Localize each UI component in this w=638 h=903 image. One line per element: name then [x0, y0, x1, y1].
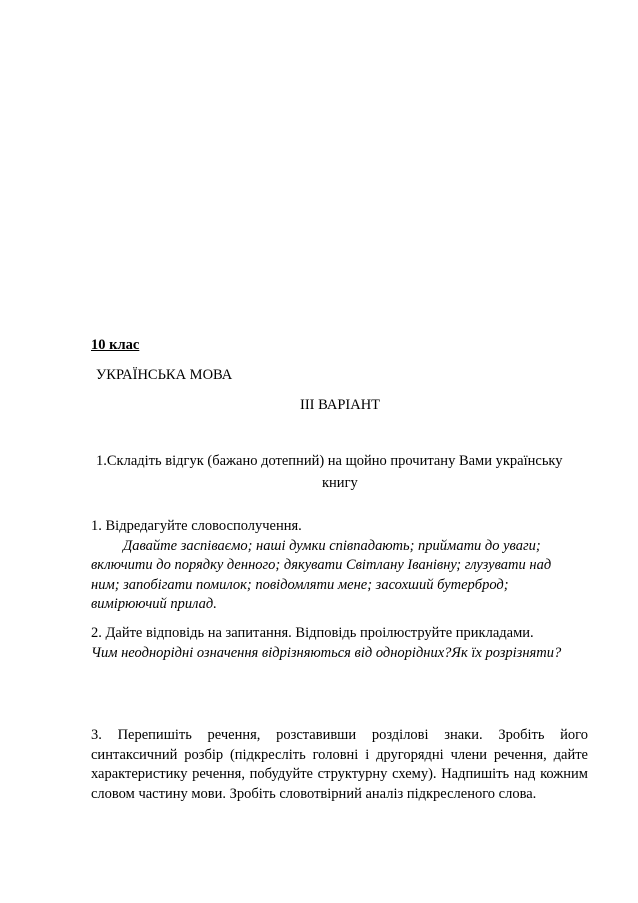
subject-heading: УКРАЇНСЬКА МОВА [96, 367, 233, 383]
task-1-line2: включити до порядку денного; дякувати Світлану Іванівну; глузувати над [91, 557, 552, 573]
task-1-title: 1. Відредагуйте словосполучення. [91, 518, 302, 534]
grade-heading: 10 клас [91, 337, 140, 353]
task-1-line3: ним; запобігати помилок; повідомляти мене; засохший бутерброд; [91, 576, 509, 593]
task-2-block [91, 624, 588, 663]
task-1-line4: вимірюючий прилад. [91, 596, 217, 612]
task-1-line1-text: Давайте заспіваємо; наші думки співпадають; приймати до уваги; [123, 537, 541, 554]
task-1-phrases [91, 537, 588, 615]
task-review-line2: книгу [322, 475, 358, 491]
task-2-title: 2. Дайте відповідь на запитання. Відповідь проілюструйте прикладами. [91, 625, 534, 641]
task-3-text: 3. Перепишіть речення, розставивши розділові знаки. Зробіть його синтаксичний розбір (підкресліть головні і другорядні члени речення, дайте характеристику речення, побудуйте структурну схему). Надпишіть над кожним словом частину мови. Зробіть словотвірний аналіз підкресленого слова. [91, 727, 588, 802]
variant-heading: ІІІ ВАРІАНТ [300, 397, 381, 413]
task-2-question: Чим неоднорідні означення відрізняються від однорідних?Як їх розрізняти? [91, 644, 562, 661]
task-1-block [91, 517, 588, 615]
task-1-line1 [91, 537, 588, 557]
task-review-line1: 1.Складіть відгук (бажано дотепний) на щойно прочитану Вами українську [96, 453, 563, 469]
